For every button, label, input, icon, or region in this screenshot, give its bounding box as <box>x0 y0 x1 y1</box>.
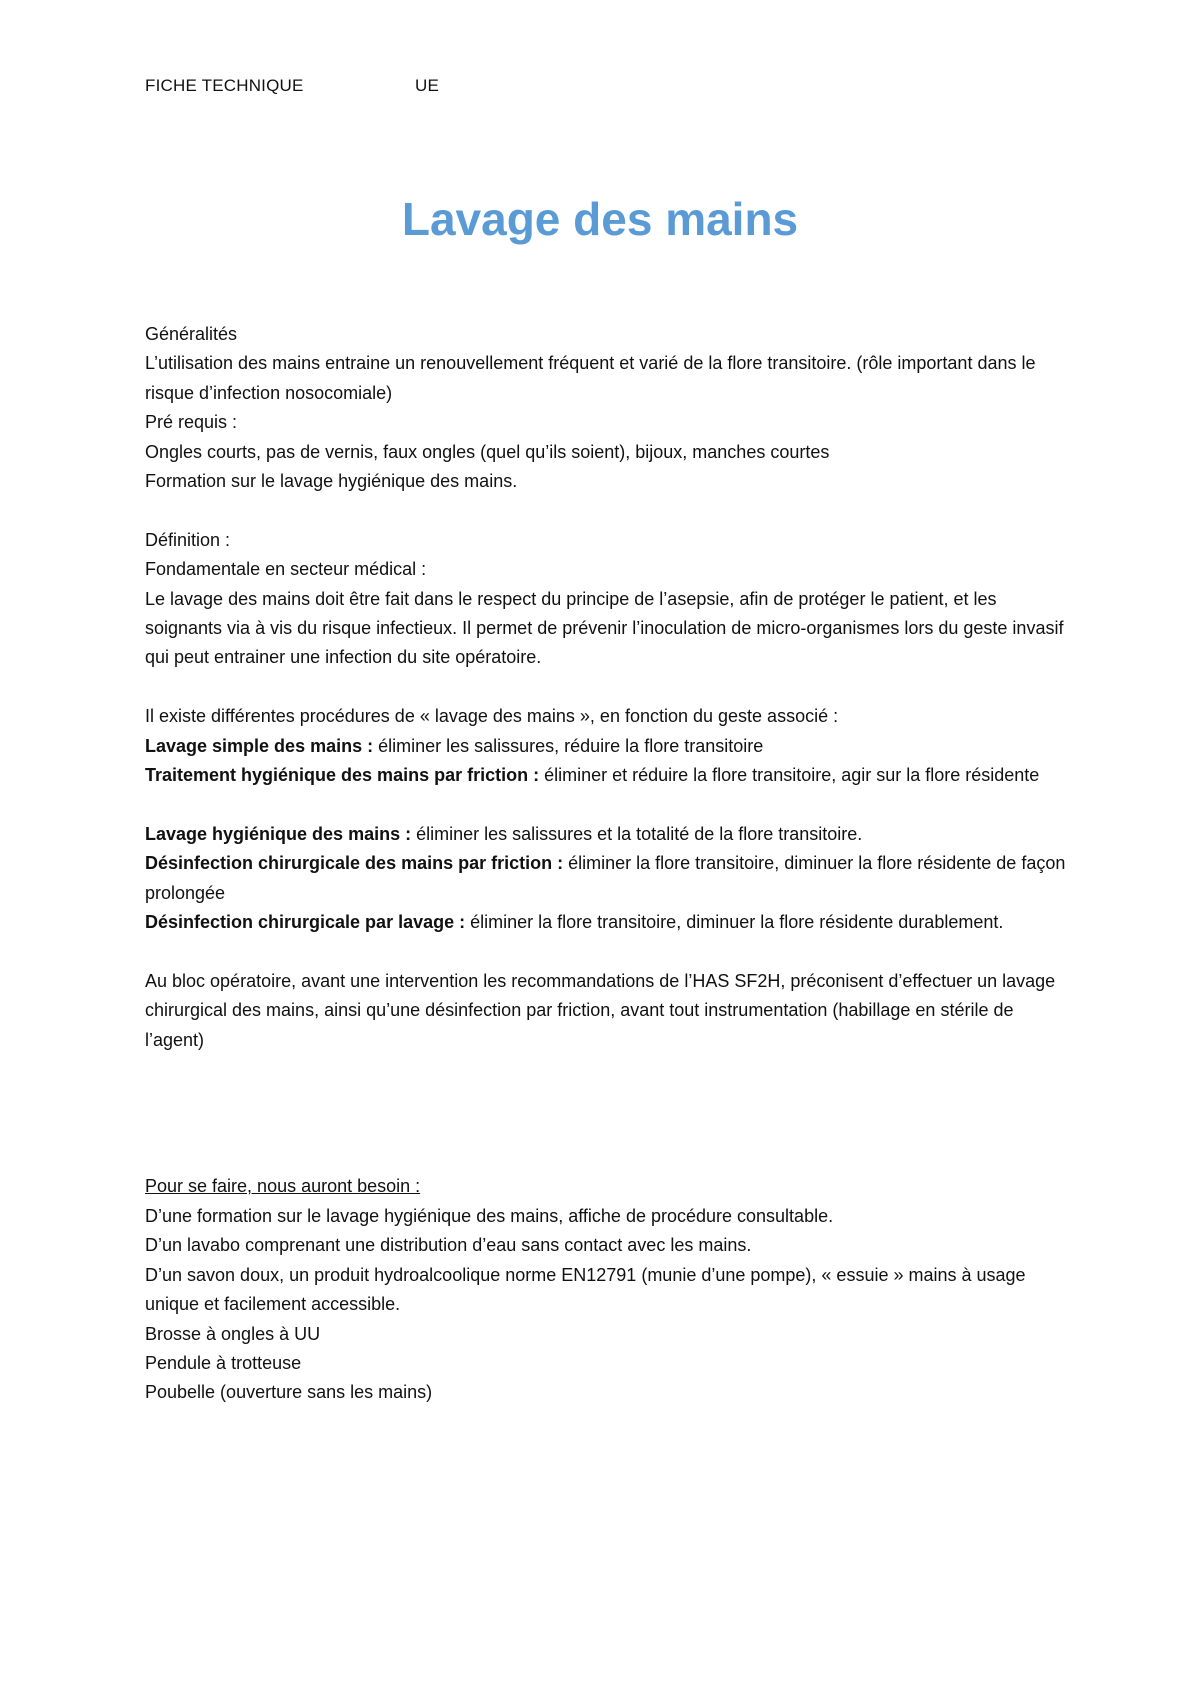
procedure-desc: éliminer et réduire la flore transitoire, agir sur la flore résidente <box>539 765 1040 786</box>
besoin-item: Poubelle (ouverture sans les mains) <box>145 1382 433 1403</box>
prerequis-line: Ongles courts, pas de vernis, faux ongles (quel qu’ils soient), bijoux, manches courtes <box>145 441 830 462</box>
procedure-term: Traitement hygiénique des mains par friction : <box>145 765 540 786</box>
besoin-item: D’un savon doux, un produit hydroalcoolique norme EN12791 (munie d’une pompe), « essuie » mains à usage unique et facilement accessible. <box>145 1264 1026 1315</box>
definition-heading: Définition : <box>145 529 231 550</box>
besoin-item: D’une formation sur le lavage hygiénique des mains, affiche de procédure consultable. <box>145 1205 834 1226</box>
procedure-desc: éliminer les salissures, réduire la flore transitoire <box>373 735 764 756</box>
procedure-term: Lavage simple des mains : <box>145 735 374 756</box>
document-header <box>145 76 440 96</box>
procedure-item <box>145 849 1075 908</box>
procedure-item <box>145 820 1075 849</box>
procedures-intro: Il existe différentes procédures de « lavage des mains », en fonction du geste associé : <box>145 706 839 727</box>
definition-subheading: Fondamentale en secteur médical : <box>145 559 427 580</box>
procedure-desc: éliminer les salissures et la totalité de la flore transitoire. <box>411 823 863 844</box>
generalites-text: L’utilisation des mains entraine un renouvellement fréquent et varié de la flore transitoire. (rôle important dans le risque d’infection nosocomiale) <box>145 353 1036 403</box>
procedure-term: Lavage hygiénique des mains : <box>145 823 412 844</box>
procedure-desc: éliminer la flore transitoire, diminuer la flore résidente durablement. <box>465 912 1004 933</box>
procedure-desc: éliminer la flore transitoire, diminuer la flore résidente de façon prolongée <box>145 853 1066 903</box>
definition-text: Le lavage des mains doit être fait dans le respect du principe de l’asepsie, afin de protéger le patient, et les soignants via à vis du risque infectieux. Il permet de prévenir l’inoculation de micro-organismes lors du geste invasif qui peut entrainer une infection du site opératoire. <box>145 588 1064 668</box>
document-body <box>145 320 1075 1408</box>
procedure-term: Désinfection chirurgicale des mains par friction : <box>145 853 564 874</box>
procedure-term: Désinfection chirurgicale par lavage : <box>145 912 466 933</box>
procedure-item <box>145 732 1075 761</box>
besoin-item: Pendule à trotteuse <box>145 1352 302 1373</box>
header-right: UE <box>415 76 440 95</box>
prerequis-line: Formation sur le lavage hygiénique des mains. <box>145 471 518 492</box>
besoins-heading: Pour se faire, nous auront besoin : <box>145 1176 421 1197</box>
prerequis-label: Pré requis : <box>145 412 238 433</box>
header-left: FICHE TECHNIQUE <box>145 76 304 95</box>
besoin-item: D’un lavabo comprenant une distribution d’eau sans contact avec les mains. <box>145 1235 752 1256</box>
besoin-item: Brosse à ongles à UU <box>145 1323 321 1344</box>
bloc-text: Au bloc opératoire, avant une intervention les recommandations de l’HAS SF2H, préconisent d’effectuer un lavage chirurgical des mains, ainsi qu’une désinfection par friction, avant tout instrumentation (habillage en stérile de l’agent) <box>145 970 1056 1050</box>
procedure-item <box>145 761 1075 790</box>
procedure-item <box>145 908 1075 937</box>
generalites-heading: Généralités <box>145 324 238 344</box>
page-title: Lavage des mains <box>401 193 799 245</box>
